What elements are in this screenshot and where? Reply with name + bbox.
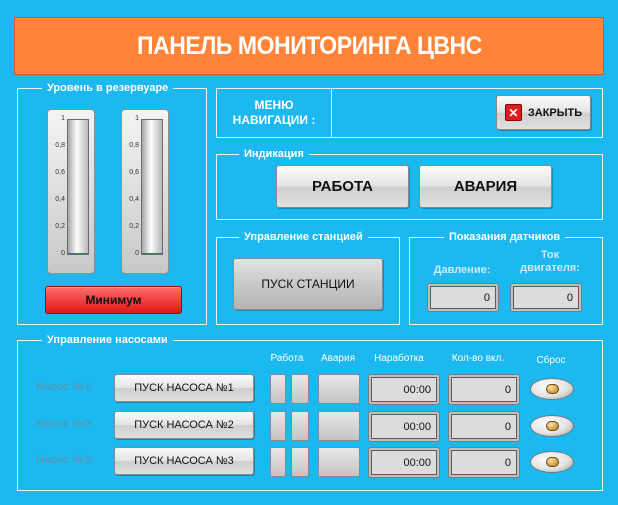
pressure-label-text: Давление: [433, 264, 491, 276]
col-head-count: Кол-во вкл. [451, 353, 505, 364]
current-label-line2: двигателя: [520, 262, 580, 274]
pump-2-count-display [448, 411, 520, 442]
tank-gauge-2 [121, 109, 169, 274]
minimum-label: Минимум [85, 293, 142, 307]
current-label-line1: Ток [540, 249, 560, 261]
station-control-frame [216, 231, 400, 325]
tick-label: 0,4 [129, 196, 139, 203]
pump-3-work-indicator-b [291, 447, 309, 477]
pressure-label [424, 264, 500, 277]
pump-1-count-display [448, 374, 520, 405]
pump-1-count: 0 [451, 377, 517, 402]
start-pump-1-button[interactable] [114, 374, 254, 402]
sensors-frame [409, 231, 603, 325]
pump-2-count: 0 [451, 414, 517, 439]
tick-label: 0,2 [129, 223, 139, 230]
tick-label: 1 [135, 115, 139, 122]
minimum-level-indicator[interactable] [45, 286, 182, 314]
indication-frame [216, 148, 603, 220]
pressure-display [427, 283, 499, 312]
alarm-label: АВАРИЯ [453, 178, 518, 195]
nav-menu-label [221, 98, 327, 128]
close-button[interactable] [496, 95, 591, 130]
tank-fill-1 [68, 253, 88, 254]
close-label: ЗАКРЫТЬ [527, 106, 583, 119]
tick-label: 0,8 [55, 142, 65, 149]
pump-3-alarm-indicator [318, 447, 360, 477]
pump-3-reset-button[interactable] [530, 451, 574, 473]
start-pump-2-button[interactable] [114, 411, 254, 439]
page-title: ПАНЕЛЬ МОНИТОРИНГА ЦВНС [136, 31, 482, 60]
sensors-title: Показания датчиков [444, 230, 565, 244]
nav-menu-frame [216, 88, 603, 138]
pump-2-reset-button[interactable] [530, 415, 574, 437]
close-icon: ✕ [505, 104, 522, 121]
tank-fill-2 [142, 253, 162, 254]
pump-3-work-indicator-a [270, 447, 286, 477]
start-station-label: ПУСК СТАНЦИИ [261, 277, 355, 291]
tick-label: 0,6 [129, 169, 139, 176]
indication-title: Индикация [239, 147, 309, 161]
pump-1-alarm-indicator [318, 374, 360, 404]
start-pump-1-label: ПУСК НАСОСА №1 [134, 382, 234, 394]
reset-knob-icon [546, 384, 559, 394]
current-value: 0 [513, 286, 579, 309]
pump-1-runtime: 00:00 [371, 377, 437, 402]
reset-knob-icon [546, 421, 559, 431]
pump-2-runtime-display [368, 411, 440, 442]
work-indicator[interactable] [276, 165, 409, 208]
pump-2-label: Насос №2: [36, 418, 94, 430]
tick-label: 0,4 [55, 196, 65, 203]
nav-label-line2: НАВИГАЦИИ : [232, 113, 316, 127]
start-station-button[interactable] [233, 258, 383, 310]
pump-2-work-indicator-a [270, 411, 286, 441]
pump-3-count-display [448, 447, 520, 478]
nav-label-line1: МЕНЮ [254, 98, 294, 112]
tick-label: 0 [61, 250, 65, 257]
col-head-reset: Сброс [536, 355, 566, 366]
alarm-indicator[interactable] [419, 165, 552, 208]
pump-2-work-indicator-b [291, 411, 309, 441]
work-label: РАБОТА [311, 178, 374, 195]
current-display [510, 283, 582, 312]
pump-3-label: Насос №3: [36, 454, 94, 466]
current-label [510, 249, 590, 275]
pump-1-work-indicator-b [291, 374, 309, 404]
pump-3-count: 0 [451, 450, 517, 475]
pump-control-frame [17, 334, 603, 491]
tank-tube-2 [141, 119, 163, 255]
tick-label: 0 [135, 250, 139, 257]
pump-2-runtime: 00:00 [371, 414, 437, 439]
tick-label: 0,6 [55, 169, 65, 176]
pump-2-alarm-indicator [318, 411, 360, 441]
tick-label: 0,8 [129, 142, 139, 149]
start-pump-2-label: ПУСК НАСОСА №2 [134, 419, 234, 431]
pump-1-reset-button[interactable] [530, 378, 574, 400]
pump-3-runtime: 00:00 [371, 450, 437, 475]
tank-tube-1 [67, 119, 89, 255]
reset-knob-icon [546, 457, 559, 467]
col-head-work: Работа [270, 353, 304, 364]
pump-1-label: Насос №1: [36, 381, 94, 393]
start-pump-3-button[interactable] [114, 447, 254, 475]
col-head-alarm: Авария [321, 353, 355, 364]
col-head-runtime: Наработка [374, 353, 424, 364]
nav-divider [331, 89, 332, 137]
pump-3-runtime-display [368, 447, 440, 478]
pump-1-work-indicator-a [270, 374, 286, 404]
tank-gauge-1 [47, 109, 95, 274]
tank-level-title: Уровень в резервуаре [42, 81, 173, 95]
pressure-value: 0 [430, 286, 496, 309]
pump-1-runtime-display [368, 374, 440, 405]
header-bar [14, 17, 604, 75]
station-control-title: Управление станцией [239, 230, 368, 244]
tank-level-frame [17, 82, 207, 325]
pump-control-title: Управление насосами [42, 333, 173, 347]
start-pump-3-label: ПУСК НАСОСА №3 [134, 455, 234, 467]
tick-label: 0,2 [55, 223, 65, 230]
tick-label: 1 [61, 115, 65, 122]
